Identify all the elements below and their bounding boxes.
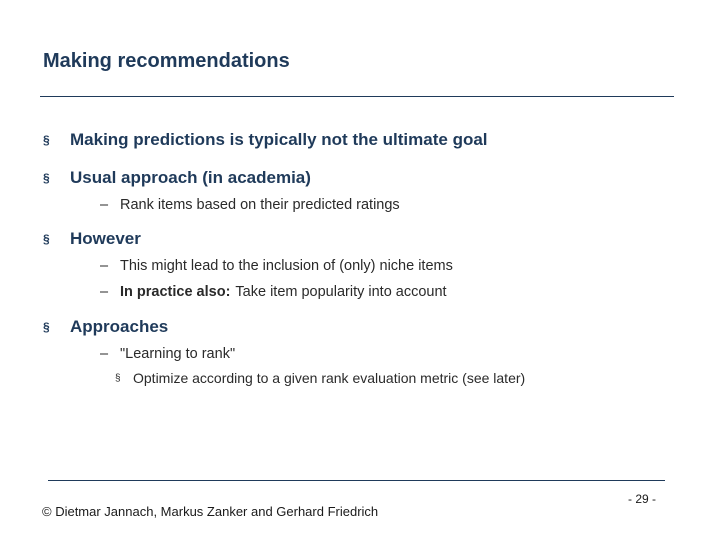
bullet-text: Approaches [70,317,169,336]
sub-sub-bullet-item [115,370,525,386]
sub-bullet-text: This might lead to the inclusion of (only) niche items [120,258,453,274]
slide-title: Making recommendations [43,50,290,72]
square-bullet-icon: § [43,320,50,334]
page-number: - 29 - [628,492,657,506]
footer-credit: © Dietmar Jannach, Markus Zanker and Gerhard Friedrich [42,504,379,519]
dash-bullet-icon: – [100,197,109,213]
sub-bullet-item [100,284,447,300]
sub-sub-bullet-text: Optimize according to a given rank evaluation metric (see later) [133,370,526,386]
square-bullet-icon: § [43,171,50,185]
square-bullet-icon: § [43,133,50,147]
sub-bullet-item [100,197,400,213]
sub-bullet-bold-text: In practice also: [120,284,231,300]
bullet-text: Usual approach (in academia) [70,168,311,187]
sub-bullet-text: "Learning to rank" [120,346,236,362]
square-bullet-icon: § [43,232,50,246]
sub-bullet-item [100,346,235,362]
bullet-text: However [70,229,141,248]
bullet-item [43,229,141,249]
sub-bullet-text: Take item popularity into account [235,284,447,300]
bullet-text: Making predictions is typically not the ultimate goal [70,130,488,149]
bullet-item [43,168,311,188]
footer-divider [48,480,665,481]
dash-bullet-icon: – [100,258,109,274]
dash-bullet-icon: – [100,284,109,300]
bullet-item [43,317,168,337]
dash-bullet-icon: – [100,346,109,362]
bullet-item [43,130,488,150]
sub-bullet-text: Rank items based on their predicted ratings [120,197,400,213]
sub-bullet-item [100,258,453,274]
square-bullet-icon: § [115,372,121,384]
